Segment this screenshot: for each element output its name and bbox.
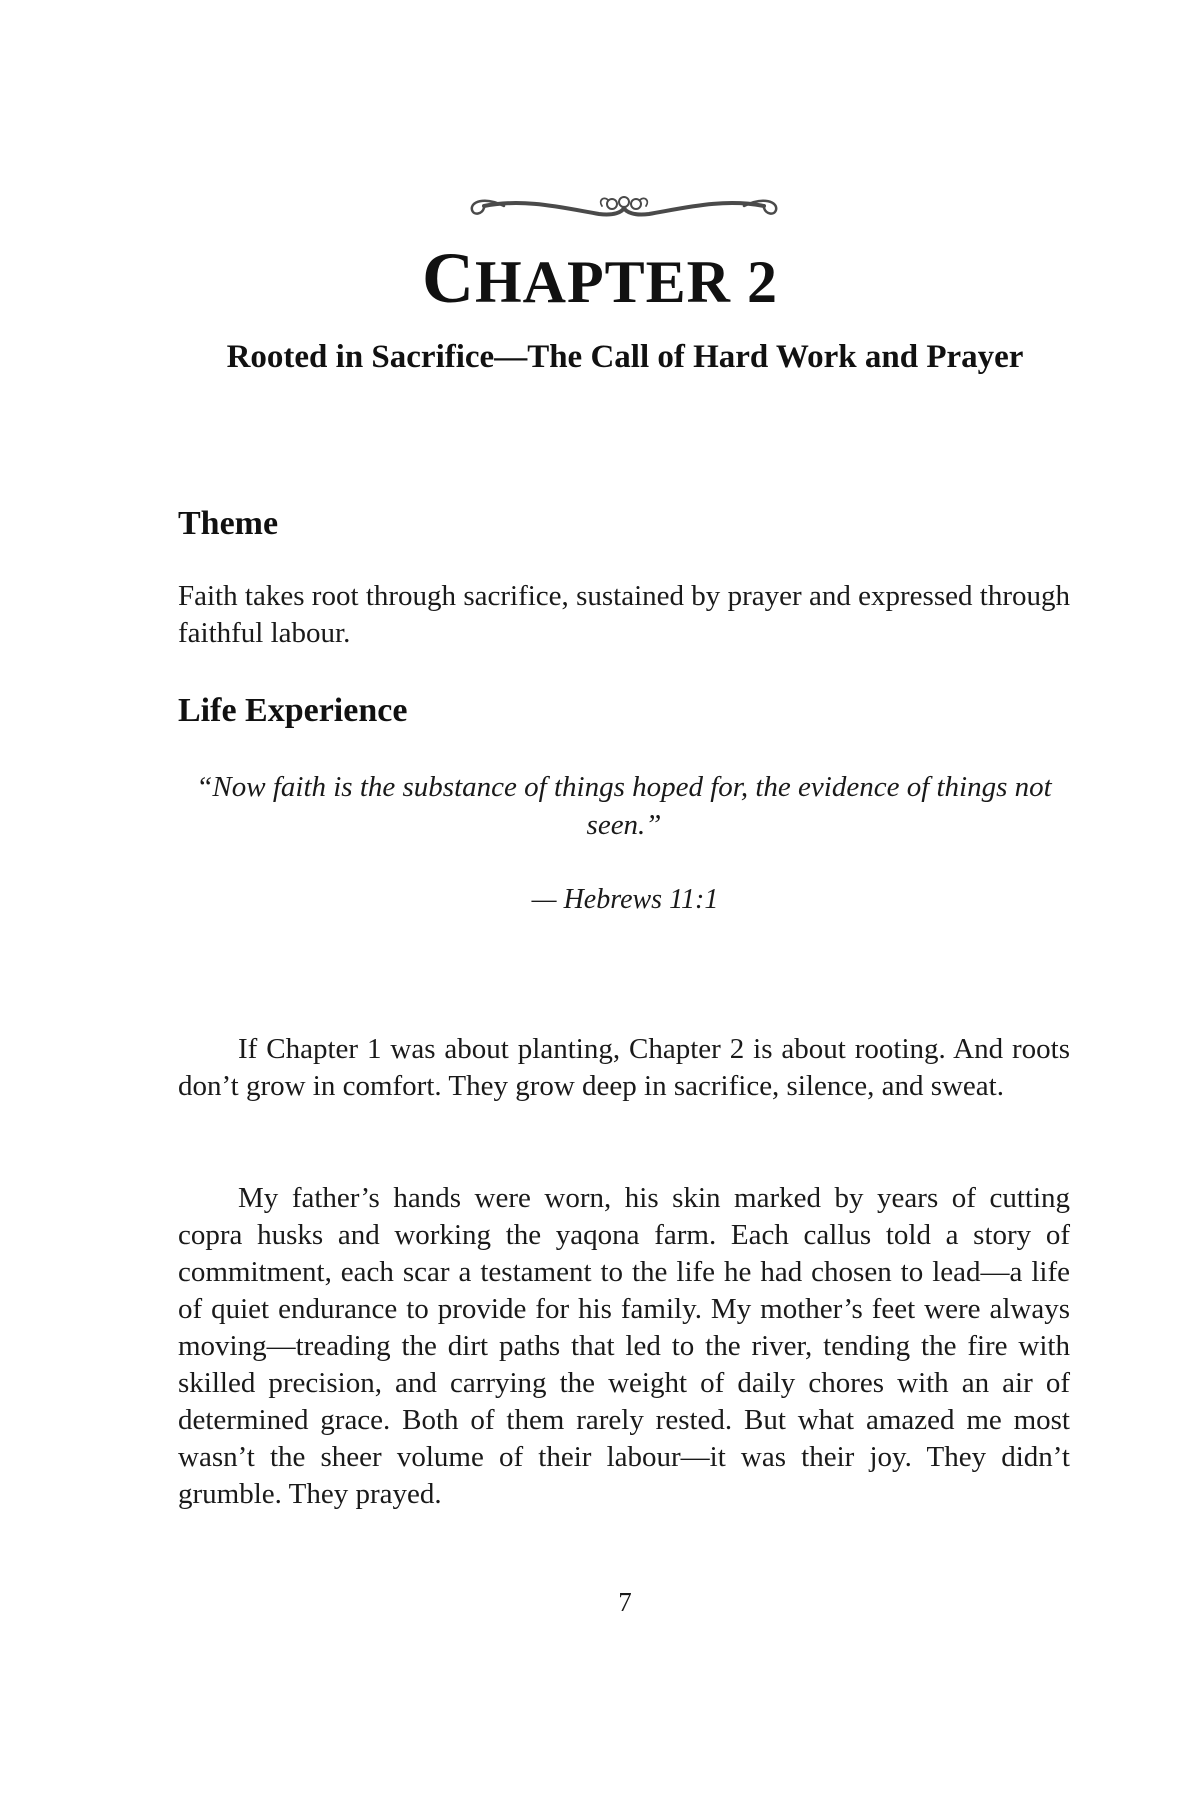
chapter-subtitle: Rooted in Sacrifice—The Call of Hard Work and Prayer — [226, 339, 1024, 375]
scripture-attribution: — Hebrews 11:1 — [531, 884, 719, 915]
theme-text: Faith takes root through sacrifice, sustained by prayer and expressed through faithful labour. — [178, 580, 1070, 649]
paragraph: My father’s hands were worn, his skin marked by years of cutting copra husks and working the yaqona farm. Each callus told a story of commitment, each scar a testament to the life he had chosen to lead—a life of quiet endurance to provide for his family. My mother’s feet were always moving—treading the dirt paths that led to the river, tending the fire with skilled precision, and carrying the weight of daily chores with an air of determined grace. Both of them rarely rested. But what amazed me most wasn’t the sheer volume of their labour—it was their joy. They didn’t grumble. They prayed. — [178, 1182, 1070, 1510]
paragraph: If Chapter 1 was about planting, Chapter 2 is about rooting. And roots don’t grow in comfort. They grow deep in sacrifice, silence, and sweat. — [178, 1033, 1070, 1102]
chapter-title — [0, 238, 1200, 318]
chapter-title-rest: HAPTER 2 — [474, 249, 779, 315]
scripture-quote: “Now faith is the substance of things hoped for, the evidence of things not seen.” — [196, 771, 1052, 841]
theme-heading: Theme — [178, 505, 279, 542]
chapter-title-initial: C — [421, 238, 475, 318]
flourish-divider-icon — [464, 180, 784, 230]
life-experience-heading: Life Experience — [178, 692, 408, 729]
page-number: 7 — [618, 1587, 632, 1617]
